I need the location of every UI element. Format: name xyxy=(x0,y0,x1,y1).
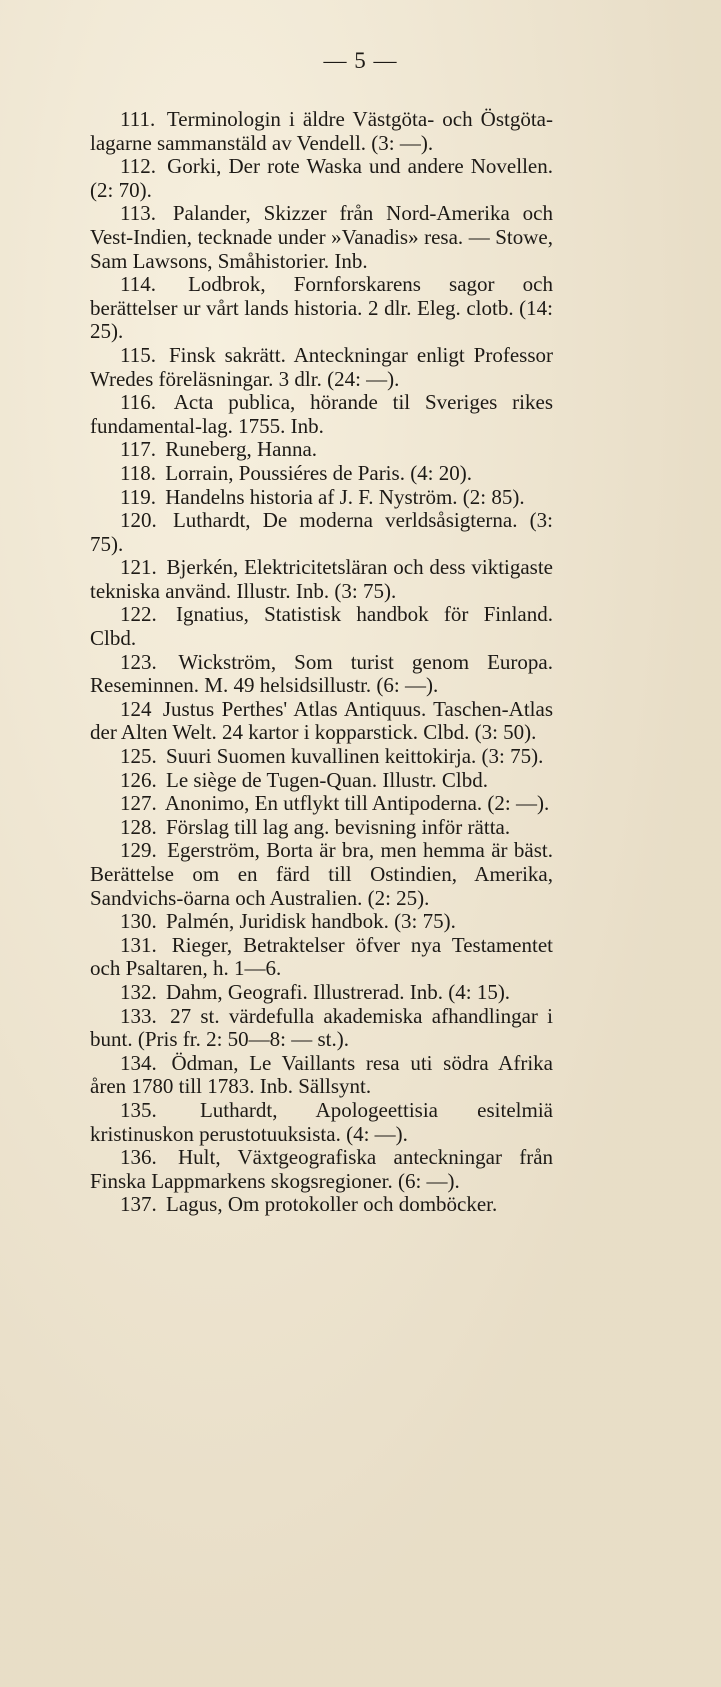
entry-number: 129. xyxy=(120,838,157,863)
catalog-entries xyxy=(90,108,553,1217)
catalog-entry xyxy=(90,1099,553,1146)
catalog-entry xyxy=(90,438,553,462)
entry-text: Runeberg, Hanna. xyxy=(165,437,318,462)
entry-number: 130. xyxy=(120,909,157,934)
entry-number: 115. xyxy=(120,342,156,367)
entry-text: Egerström, Borta är bra, men hemma är bäst. Berättelse om en färd till Ostindien, Amerika, Sandvichs-öarna och Australien. (2: 25). xyxy=(90,838,553,910)
entry-text: Palander, Skizzer från Nord-Amerika och Vest-Indien, tecknade under »Vanadis» resa. — Stowe, Sam Lawsons, Småhistorier. Inb. xyxy=(90,201,553,273)
catalog-entry xyxy=(90,486,553,510)
entry-number: 123. xyxy=(120,649,157,674)
entry-text: Förslag till lag ang. bevisning inför rätta. xyxy=(166,814,511,839)
catalog-entry xyxy=(90,839,553,910)
page-number: — 5 — xyxy=(323,48,398,73)
entry-text: Luthardt, Apologeettisia esitelmiä kristinuskon perustotuuksista. (4: —). xyxy=(90,1097,553,1146)
entry-text: Ödman, Le Vaillants resa uti södra Afrika åren 1780 till 1783. Inb. Sällsynt. xyxy=(90,1050,553,1099)
catalog-entry xyxy=(90,391,553,438)
catalog-entry xyxy=(90,934,553,981)
entry-text: Terminologin i äldre Västgöta- och Östgöta-lagarne sammanstäld av Vendell. (3: —). xyxy=(90,107,553,155)
entry-text: Lodbrok, Fornforskarens sagor och berättelser ur vårt lands historia. 2 dlr. Eleg. clotb. (14: 25). xyxy=(90,272,553,344)
catalog-entry xyxy=(90,1005,553,1052)
entry-number: 122. xyxy=(120,602,157,627)
entry-text: Justus Perthes' Atlas Antiquus. Taschen-Atlas der Alten Welt. 24 kartor i kopparstick. Clbd. (3: 50). xyxy=(90,696,553,745)
entry-text: 27 st. värdefulla akademiska afhandlingar i bunt. (Pris fr. 2: 50—8: — st.). xyxy=(90,1003,554,1052)
entry-number: 127. xyxy=(120,791,157,816)
catalog-entry xyxy=(90,910,553,934)
entry-text: Dahm, Geografi. Illustrerad. Inb. (4: 15). xyxy=(166,979,511,1004)
catalog-entry xyxy=(90,1193,553,1217)
entry-number: 121. xyxy=(120,555,157,580)
entry-number: 119. xyxy=(120,484,156,509)
catalog-entry xyxy=(90,651,553,698)
catalog-entry xyxy=(90,981,553,1005)
catalog-entry xyxy=(90,1052,553,1099)
entry-text: Bjerkén, Elektricitetsläran och dess viktigaste tekniska använd. Illustr. Inb. (3: 75). xyxy=(90,555,554,603)
entry-text: Anonimo, En utflykt till Antipoderna. (2: —). xyxy=(164,791,550,816)
entry-text: Lorrain, Poussiéres de Paris. (4: 20). xyxy=(165,460,473,485)
entry-text: Gorki, Der rote Waska und andere Novellen. (2: 70). xyxy=(90,154,553,202)
catalog-entry xyxy=(90,202,553,273)
entry-text: Palmén, Juridisk handbok. (3: 75). xyxy=(166,909,456,934)
entry-number: 114. xyxy=(120,272,156,297)
entry-number: 136. xyxy=(120,1145,157,1170)
entry-text: Hult, Växtgeografiska anteckningar från Finska Lappmarkens skogsregioner. (6: —). xyxy=(90,1145,554,1193)
entry-number: 134. xyxy=(120,1050,157,1075)
entry-text: Wickström, Som turist genom Europa. Reseminnen. M. 49 helsidsillustr. (6: —). xyxy=(90,649,553,698)
catalog-entry xyxy=(90,509,553,556)
entry-number: 126. xyxy=(120,767,157,792)
entry-number: 116. xyxy=(120,390,156,415)
catalog-entry xyxy=(90,462,553,486)
catalog-entry xyxy=(90,745,553,769)
entry-number: 131. xyxy=(120,932,157,957)
catalog-entry xyxy=(90,556,553,603)
entry-number: 112. xyxy=(120,154,156,179)
entry-number: 113. xyxy=(120,201,156,226)
entry-number: 133. xyxy=(120,1003,157,1028)
entry-number: 117. xyxy=(120,437,156,462)
entry-number: 120. xyxy=(120,508,157,533)
entry-text: Finsk sakrätt. Anteckningar enligt Professor Wredes föreläsningar. 3 dlr. (24: —). xyxy=(90,342,553,391)
catalog-entry xyxy=(90,698,553,745)
entry-text: Ignatius, Statistisk handbok för Finland. Clbd. xyxy=(90,602,553,651)
entry-text: Luthardt, De moderna verldsåsigterna. (3: 75). xyxy=(90,508,554,556)
entry-text: Le siège de Tugen-Quan. Illustr. Clbd. xyxy=(166,767,488,792)
catalog-entry xyxy=(90,344,553,391)
catalog-entry xyxy=(90,792,553,816)
entry-text: Suuri Suomen kuvallinen keittokirja. (3: 75). xyxy=(166,744,544,769)
catalog-entry xyxy=(90,769,553,793)
entry-number: 118. xyxy=(120,460,156,485)
entry-number: 124 xyxy=(120,696,152,721)
entry-number: 132. xyxy=(120,979,157,1004)
entry-number: 125. xyxy=(120,744,157,769)
catalog-entry xyxy=(90,108,553,155)
entry-text: Rieger, Betraktelser öfver nya Testamentet och Psaltaren, h. 1—6. xyxy=(90,932,553,981)
entry-text: Lagus, Om protokoller och domböcker. xyxy=(166,1192,498,1217)
entry-number: 135. xyxy=(120,1097,157,1122)
catalog-entry xyxy=(90,273,553,344)
catalog-entry xyxy=(90,1146,553,1193)
catalog-entry xyxy=(90,816,553,840)
entry-number: 128. xyxy=(120,814,157,839)
catalog-entry xyxy=(90,603,553,650)
entry-number: 137. xyxy=(120,1192,157,1217)
entry-number: 111. xyxy=(120,107,156,131)
entry-text: Acta publica, hörande til Sveriges rikes fundamental-lag. 1755. Inb. xyxy=(90,390,554,438)
catalog-entry xyxy=(90,155,553,202)
entry-text: Handelns historia af J. F. Nyström. (2: 85). xyxy=(165,484,525,509)
